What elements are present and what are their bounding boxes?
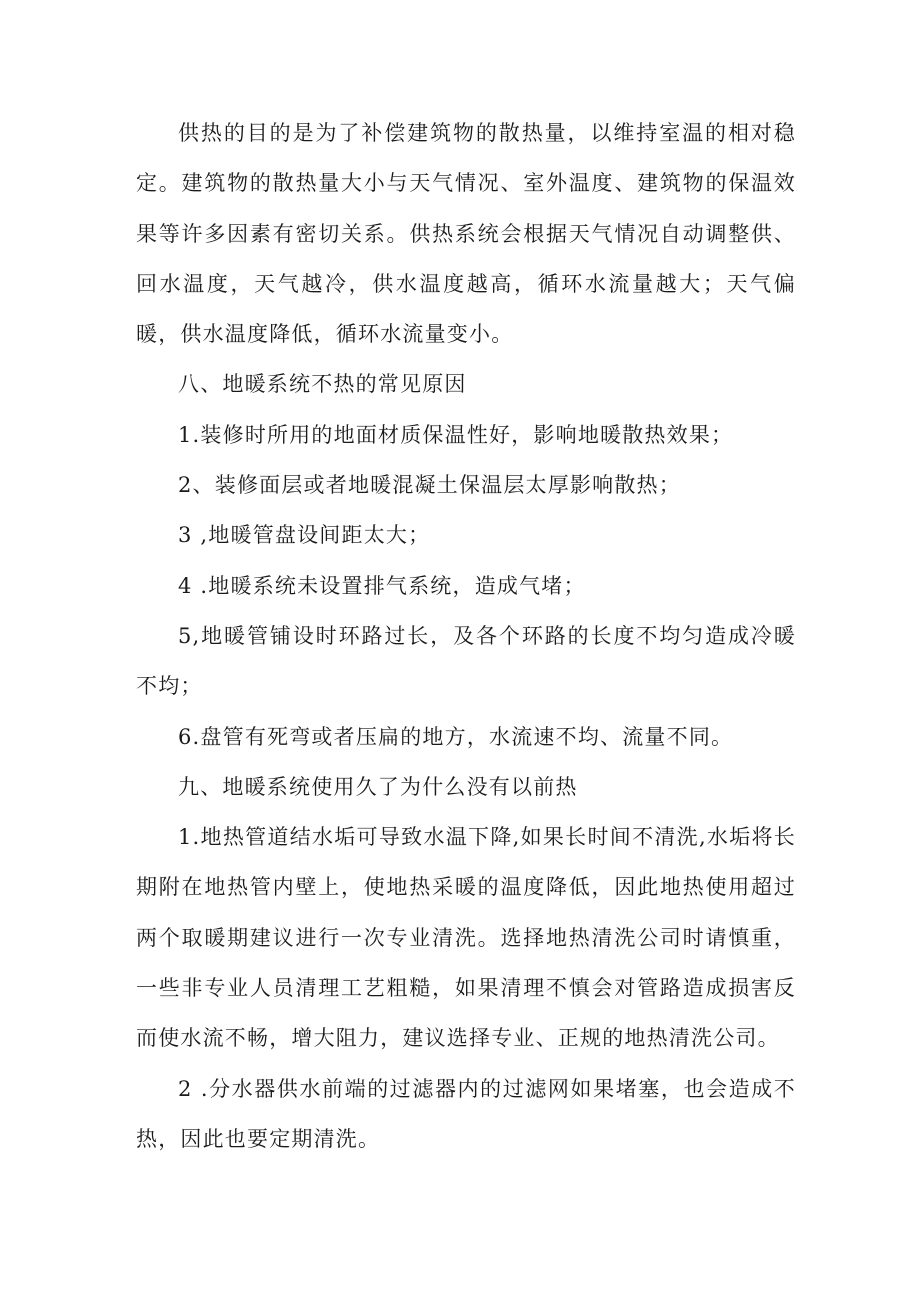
paragraph-heating-purpose: 供热的目的是为了补偿建筑物的散热量，以维持室温的相对稳定。建筑物的散热量大小与天气情况、室外温度、建筑物的保温效果等许多因素有密切关系。供热系统会根据天气情况自动调整供、回水温度，天气越冷，供水温度越高，循环水流量越大；天气偏暖，供水温度降低，循环水流量变小。 [136,121,796,347]
list-item-8-4: 4 .地暖系统未设置排气系统，造成气堵； [178,573,586,598]
list-item-8-5: 5,地暖管铺设时环路过长，及各个环路的长度不均匀造成冷暖不均； [136,623,796,699]
list-item-9-2: 2 .分水器供水前端的过滤器内的过滤网如果堵塞，也会造成不热，因此也要定期清洗。 [136,1076,796,1151]
list-item-8-6: 6.盘管有死弯或者压扁的地方，水流速不均、流量不同。 [178,724,734,749]
list-item-8-2: 2、装修面层或者地暖混凝土保温层太厚影响散热； [178,473,681,498]
section-heading-8: 八、地暖系统不热的常见原因 [178,372,467,397]
list-item-8-3: 3 ,地暖管盘设间距太大； [178,523,431,548]
list-item-9-1: 1.地热管道结水垢可导致水温下降,如果长时间不清洗,水垢将长期附在地热管内壁上，使地热采暖的温度降低，因此地热使用超过两个取暖期建议进行一次专业清洗。选择地热清洗公司时请慎重，一些非专业人员清理工艺粗糙，如果清理不慎会对管路造成损害反而使水流不畅，增大阻力，建议选择专业、正规的地热清洗公司。 [136,825,796,1051]
list-item-8-1: 1.装修时所用的地面材质保温性好，影响地暖散热效果； [178,422,734,447]
document-page [136,108,796,1164]
section-heading-9: 九、地暖系统使用久了为什么没有以前热 [178,774,578,799]
